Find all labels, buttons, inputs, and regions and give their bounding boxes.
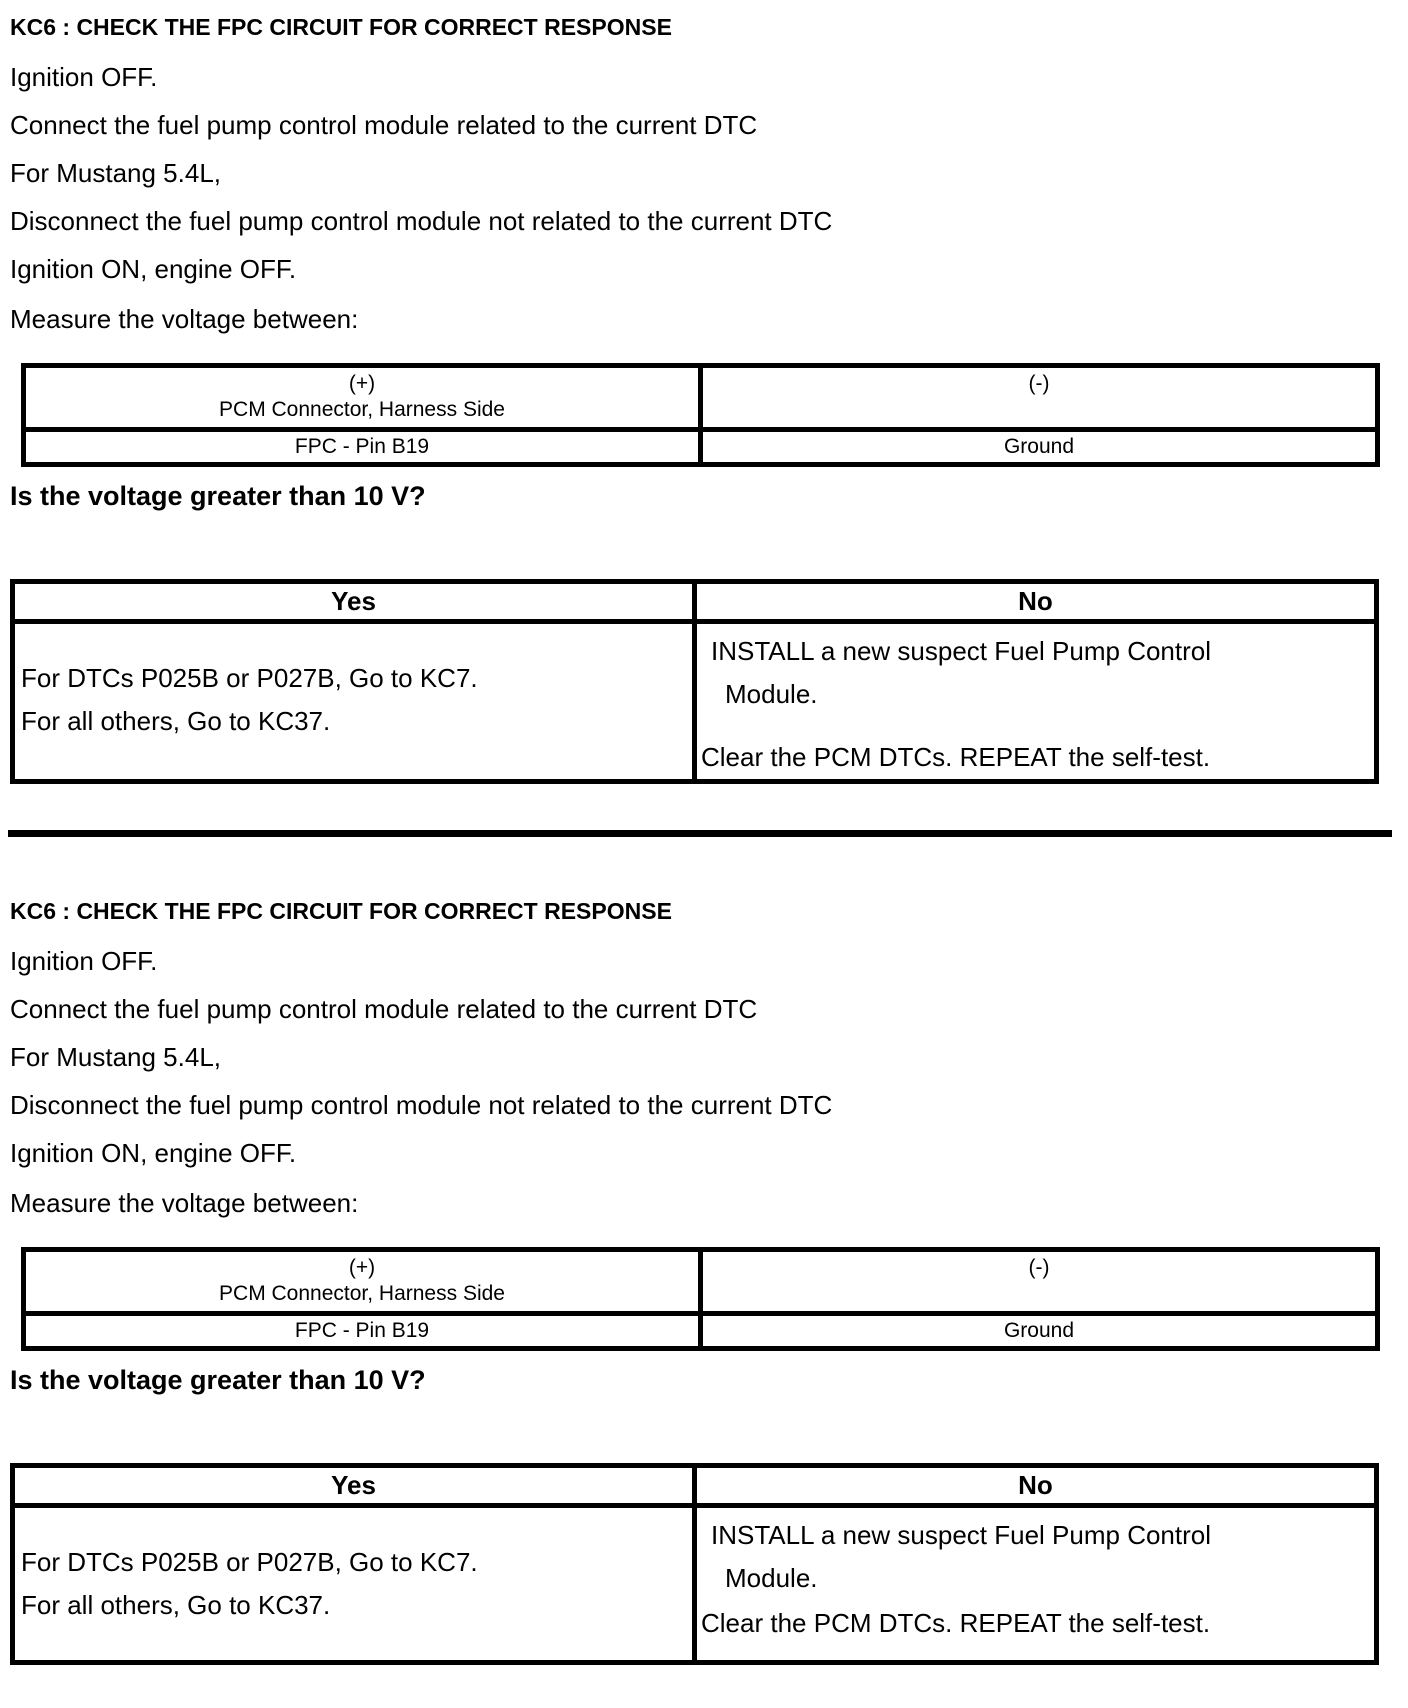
no-action-cell [695,1506,1377,1663]
instruction-line: For Mustang 5.4L, [10,158,221,188]
instruction-line: Disconnect the fuel pump control module not related to the current DTC [10,206,833,236]
instruction-line: Ignition OFF. [10,946,158,976]
procedure-section-1 [0,0,1408,837]
no-action-line: INSTALL a new suspect Fuel Pump Control [711,636,1212,666]
no-action-line: Clear the PCM DTCs. REPEAT the self-test. [701,1608,1211,1638]
instruction-list [0,925,1408,1177]
yes-action-line: For all others, Go to KC37. [21,1590,331,1620]
instruction-line: For Mustang 5.4L, [10,1042,221,1072]
measurement-value-row [24,430,1378,465]
decision-body-row [13,1506,1377,1663]
measure-prompt: Measure the voltage between: [10,1188,359,1218]
negative-pin-cell: Ground [701,430,1378,465]
no-header-cell: No [695,582,1377,622]
instruction-line: Connect the fuel pump control module related to the current DTC [10,110,758,140]
measurement-table [21,363,1380,467]
no-header-cell: No [695,1466,1377,1506]
positive-connector-label: PCM Connector, Harness Side [219,398,505,421]
decision-table [10,1463,1379,1665]
positive-pin-cell: FPC - Pin B19 [24,1314,701,1349]
measurement-header-row [24,1250,1378,1314]
yes-action-line: For DTCs P025B or P027B, Go to KC7. [21,1547,478,1577]
measurement-value-row [24,1314,1378,1349]
negative-symbol: (-) [1028,1256,1050,1279]
negative-pin-cell: Ground [701,1314,1378,1349]
yes-action-cell [13,1506,695,1663]
procedure-section-2 [0,837,1408,1708]
procedure-step-title: KC6 : CHECK THE FPC CIRCUIT FOR CORRECT RESPONSE [10,14,672,40]
decision-header-row [13,582,1377,622]
positive-symbol: (+) [348,1256,376,1279]
positive-pin-cell: FPC - Pin B19 [24,430,701,465]
instruction-line: Ignition OFF. [10,62,158,92]
decision-table [10,579,1379,784]
measurement-table [21,1247,1380,1351]
yes-action-line: For all others, Go to KC37. [21,706,331,736]
negative-symbol: (-) [1028,372,1050,395]
yes-header-cell: Yes [13,1466,695,1506]
instruction-line: Ignition ON, engine OFF. [10,1138,297,1168]
no-action-line: Module. [725,1563,818,1593]
yes-header-cell: Yes [13,582,695,622]
positive-symbol: (+) [348,372,376,395]
positive-probe-header-cell [24,366,701,430]
yes-action-line: For DTCs P025B or P027B, Go to KC7. [21,663,478,693]
negative-probe-header-cell [701,366,1378,430]
decision-header-row [13,1466,1377,1506]
measurement-header-row [24,366,1378,430]
yes-action-text [15,1508,692,1660]
no-action-cell [695,622,1377,782]
positive-probe-header-cell [24,1250,701,1314]
instruction-line: Disconnect the fuel pump control module not related to the current DTC [10,1090,833,1120]
decision-body-row [13,622,1377,782]
no-action-text [697,624,1374,779]
positive-connector-label: PCM Connector, Harness Side [219,1282,505,1305]
procedure-step-title: KC6 : CHECK THE FPC CIRCUIT FOR CORRECT RESPONSE [10,898,672,924]
test-question: Is the voltage greater than 10 V? [10,481,426,511]
yes-action-cell [13,622,695,782]
negative-probe-header-cell [701,1250,1378,1314]
instruction-line: Connect the fuel pump control module related to the current DTC [10,994,758,1024]
no-action-line: Clear the PCM DTCs. REPEAT the self-test. [701,742,1211,772]
instruction-list [0,41,1408,293]
instruction-line: Ignition ON, engine OFF. [10,254,297,284]
section-divider [8,830,1392,837]
no-action-text [697,1508,1374,1645]
test-question: Is the voltage greater than 10 V? [10,1365,426,1395]
no-action-line: Module. [725,679,818,709]
yes-action-text [15,624,692,776]
measure-prompt: Measure the voltage between: [10,304,359,334]
no-action-line: INSTALL a new suspect Fuel Pump Control [711,1520,1212,1550]
